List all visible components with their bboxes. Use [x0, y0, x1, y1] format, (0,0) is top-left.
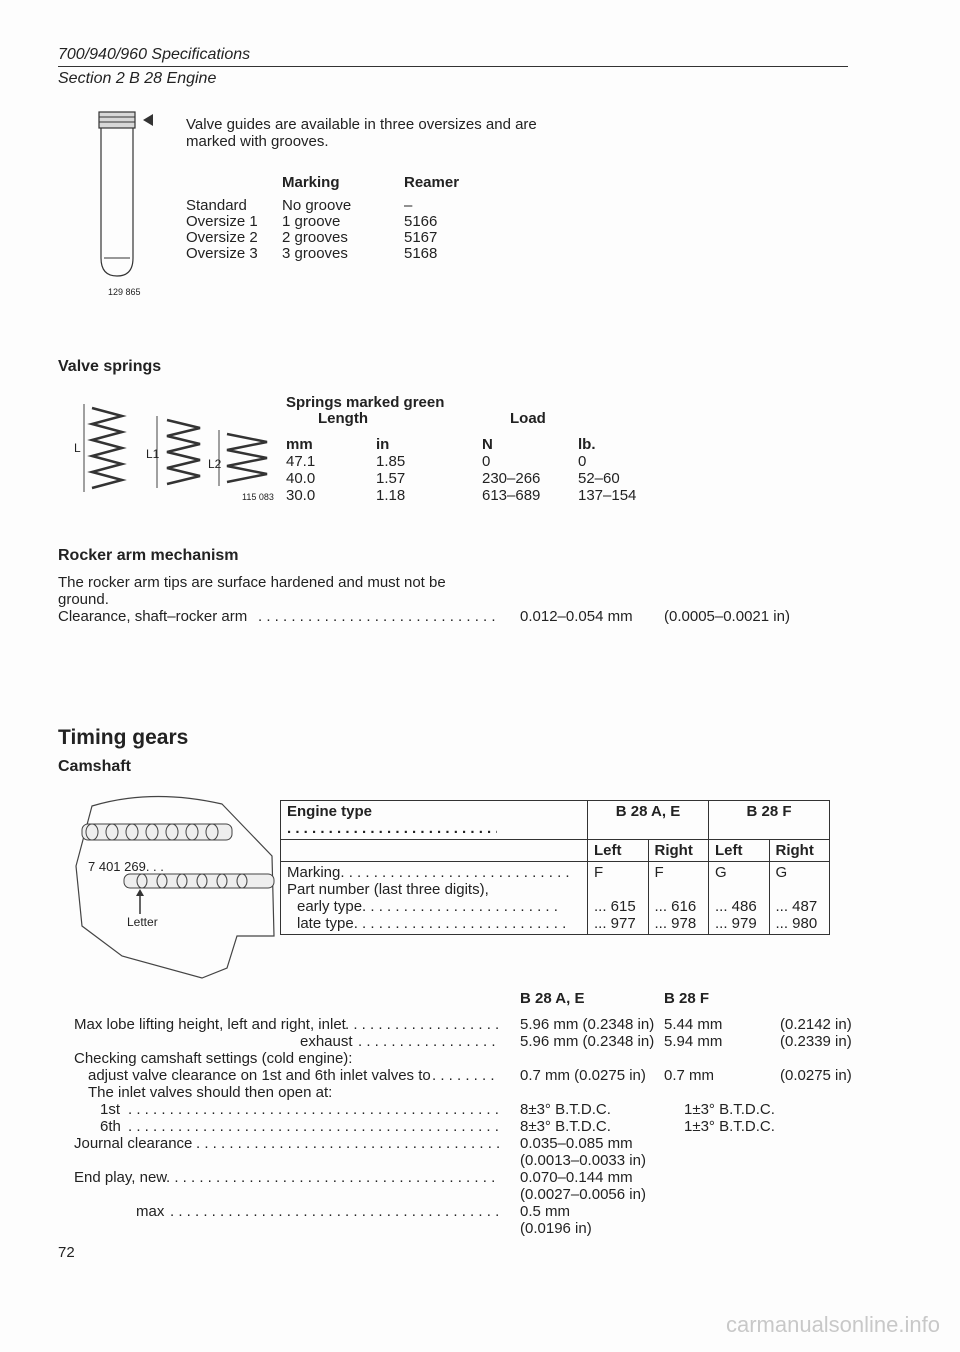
- camshaft-figure: [62, 786, 284, 986]
- col-reamer-header: Reamer: [404, 174, 460, 191]
- guide-marking: 2 grooves: [282, 229, 348, 246]
- valve-guide-figure-code: 129 865: [108, 287, 141, 297]
- blank-cell: [281, 840, 588, 862]
- timing-gears-heading: Timing gears: [58, 726, 189, 749]
- value-cell: [769, 862, 830, 935]
- rocker-text-1: The rocker arm tips are surface hardened and must not be: [58, 574, 446, 591]
- rocker-clearance-label: Clearance, shaft–rocker arm: [58, 608, 248, 625]
- guide-size: Oversize 2: [186, 229, 258, 246]
- spring-value: 0: [482, 453, 491, 470]
- sixth-label: 6th: [100, 1118, 121, 1135]
- early-value: ... 616: [654, 898, 697, 915]
- lobe-inlet-ae: 5.96 mm (0.2348 in): [520, 1016, 655, 1033]
- guide-size: Oversize 1: [186, 213, 258, 230]
- adjust-ae: 0.7 mm (0.0275 in): [520, 1067, 646, 1084]
- adjust-f-mm: 0.7 mm: [664, 1067, 715, 1084]
- adjust-f-in: (0.0275 in): [780, 1067, 852, 1084]
- leader-dots: [358, 1033, 500, 1050]
- valve-springs-heading: Valve springs: [58, 358, 162, 375]
- late-value: ... 978: [654, 915, 697, 932]
- marking-value: G: [775, 864, 788, 881]
- spring-value: 230–266: [482, 470, 541, 487]
- spring-label-l: L: [74, 441, 81, 455]
- endplay-label: End play, new: [74, 1169, 168, 1186]
- springs-load-header: Load: [510, 410, 546, 427]
- journal-mm: 0.035–0.085 mm: [520, 1135, 633, 1152]
- lobe-inlet-f-in: (0.2142 in): [780, 1016, 852, 1033]
- lobe-exhaust-ae: 5.96 mm (0.2348 in): [520, 1033, 655, 1050]
- figure-part-code: 7 401 269. . .: [88, 859, 164, 874]
- spring-value: 1.85: [376, 453, 406, 470]
- left-header: Left: [709, 840, 770, 862]
- unit-lb: lb.: [578, 436, 596, 453]
- camshaft-heading: Camshaft: [58, 758, 131, 775]
- leader-dots: [170, 1203, 500, 1220]
- late-value: ... 979: [715, 915, 757, 932]
- spring-value: 52–60: [578, 470, 620, 487]
- manual-title: 700/940/960 Specifications: [58, 46, 251, 63]
- checking-label: Checking camshaft settings (cold engine):: [74, 1050, 353, 1067]
- guide-reamer: 5166: [404, 213, 438, 230]
- max-in: (0.0196 in): [520, 1220, 592, 1237]
- figure-letter-label: Letter: [127, 915, 158, 929]
- part-number-label: Part number (last three digits),: [287, 881, 489, 898]
- unit-in: in: [376, 436, 390, 453]
- unit-mm: mm: [286, 436, 313, 453]
- early-value: ... 486: [715, 898, 757, 915]
- left-header: Left: [588, 840, 649, 862]
- max-label: max: [136, 1203, 165, 1220]
- leader-dots: [340, 864, 570, 881]
- leader-dots: [196, 1135, 500, 1152]
- leader-dots: [345, 1016, 500, 1033]
- spring-value: 40.0: [286, 470, 316, 487]
- spring-value: 1.18: [376, 487, 406, 504]
- engine-type-label: Engine type: [287, 803, 373, 820]
- guide-reamer: 5167: [404, 229, 438, 246]
- valve-guide-intro-1: Valve guides are available in three oversizes and are: [186, 116, 537, 133]
- header-rule: [58, 66, 848, 67]
- spring-value: 0: [578, 453, 587, 470]
- col-b28ae: B 28 A, E: [520, 990, 585, 1007]
- guide-reamer: –: [404, 197, 413, 214]
- rocker-heading: Rocker arm mechanism: [58, 547, 239, 564]
- guide-marking: 1 groove: [282, 213, 341, 230]
- inlet-open-label: The inlet valves should then open at:: [88, 1084, 333, 1101]
- rocker-clearance-mm: 0.012–0.054 mm: [520, 608, 633, 625]
- right-header: Right: [769, 840, 830, 862]
- early-type-label: early type: [297, 898, 363, 915]
- arrow-icon: [143, 114, 153, 126]
- engine-type-cell: [281, 801, 588, 840]
- spring-label-l2: L2: [208, 457, 222, 471]
- sixth-ae: 8±3° B.T.D.C.: [520, 1118, 611, 1135]
- b28ae-header: B 28 A, E: [588, 801, 709, 840]
- lobe-exhaust-f-mm: 5.94 mm: [664, 1033, 723, 1050]
- right-header: Right: [648, 840, 709, 862]
- rocker-text-2: ground.: [58, 591, 109, 608]
- marking-cell: [281, 862, 588, 935]
- leader-dots: [432, 1067, 500, 1084]
- guide-reamer: 5168: [404, 245, 438, 262]
- springs-length-header: Length: [318, 410, 368, 427]
- col-b28f: B 28 F: [664, 990, 710, 1007]
- spring-value: 137–154: [578, 487, 637, 504]
- lobe-inlet-label: Max lobe lifting height, left and right, inlet: [74, 1016, 346, 1033]
- first-f: 1±3° B.T.D.C.: [684, 1101, 775, 1118]
- leader-dots: [128, 1118, 500, 1135]
- spring-value: 1.57: [376, 470, 406, 487]
- endplay-in: (0.0027–0.0056 in): [520, 1186, 646, 1203]
- adjust-label: adjust valve clearance on 1st and 6th inlet valves to: [88, 1067, 431, 1084]
- max-mm: 0.5 mm: [520, 1203, 571, 1220]
- watermark: carmanualsonline.info: [725, 1312, 940, 1337]
- leader-dots: [362, 898, 562, 915]
- lobe-inlet-f-mm: 5.44 mm: [664, 1016, 723, 1033]
- first-ae: 8±3° B.T.D.C.: [520, 1101, 611, 1118]
- guide-marking: No groove: [282, 197, 352, 214]
- rocker-clearance-in: (0.0005–0.0021 in): [664, 608, 790, 625]
- endplay-mm: 0.070–0.144 mm: [520, 1169, 633, 1186]
- marking-label: Marking: [287, 864, 341, 881]
- marking-value: G: [715, 864, 727, 881]
- valve-guide-intro-2: marked with grooves.: [186, 133, 329, 150]
- early-value: ... 615: [594, 898, 636, 915]
- value-cell: [588, 862, 649, 935]
- page-number: 72: [58, 1244, 75, 1261]
- late-value: ... 980: [775, 915, 818, 932]
- lobe-exhaust-f-in: (0.2339 in): [780, 1033, 852, 1050]
- b28f-header: B 28 F: [709, 801, 830, 840]
- springs-title: Springs marked green: [286, 394, 445, 411]
- journal-label: Journal clearance: [74, 1135, 193, 1152]
- leader-dots: [166, 1169, 500, 1186]
- unit-n: N: [482, 436, 493, 453]
- guide-size: Oversize 3: [186, 245, 258, 262]
- late-value: ... 977: [594, 915, 636, 932]
- leader-dots: [287, 820, 497, 837]
- spring-figure-code: 115 083: [242, 492, 274, 502]
- spring-value: 613–689: [482, 487, 541, 504]
- section-title: Section 2 B 28 Engine: [58, 70, 217, 87]
- marking-value: F: [654, 864, 664, 881]
- arrow-up-icon: [136, 889, 144, 896]
- spring-label-l1: L1: [146, 447, 160, 461]
- engine-table: [280, 800, 830, 935]
- late-type-label: late type: [297, 915, 354, 932]
- lobe-exhaust-label: exhaust: [300, 1033, 353, 1050]
- value-cell: [709, 862, 770, 935]
- spring-value: 30.0: [286, 487, 316, 504]
- leader-dots: [258, 608, 500, 625]
- guide-size: Standard: [186, 197, 247, 214]
- spring-value: 47.1: [286, 453, 316, 470]
- sixth-f: 1±3° B.T.D.C.: [684, 1118, 775, 1135]
- leader-dots: [354, 915, 566, 932]
- first-label: 1st: [100, 1101, 121, 1118]
- col-marking-header: Marking: [282, 174, 340, 191]
- early-value: ... 487: [775, 898, 818, 915]
- leader-dots: [128, 1101, 500, 1118]
- guide-marking: 3 grooves: [282, 245, 348, 262]
- journal-in: (0.0013–0.0033 in): [520, 1152, 646, 1169]
- marking-value: F: [594, 864, 604, 881]
- valve-guide-figure: [95, 108, 165, 313]
- value-cell: [648, 862, 709, 935]
